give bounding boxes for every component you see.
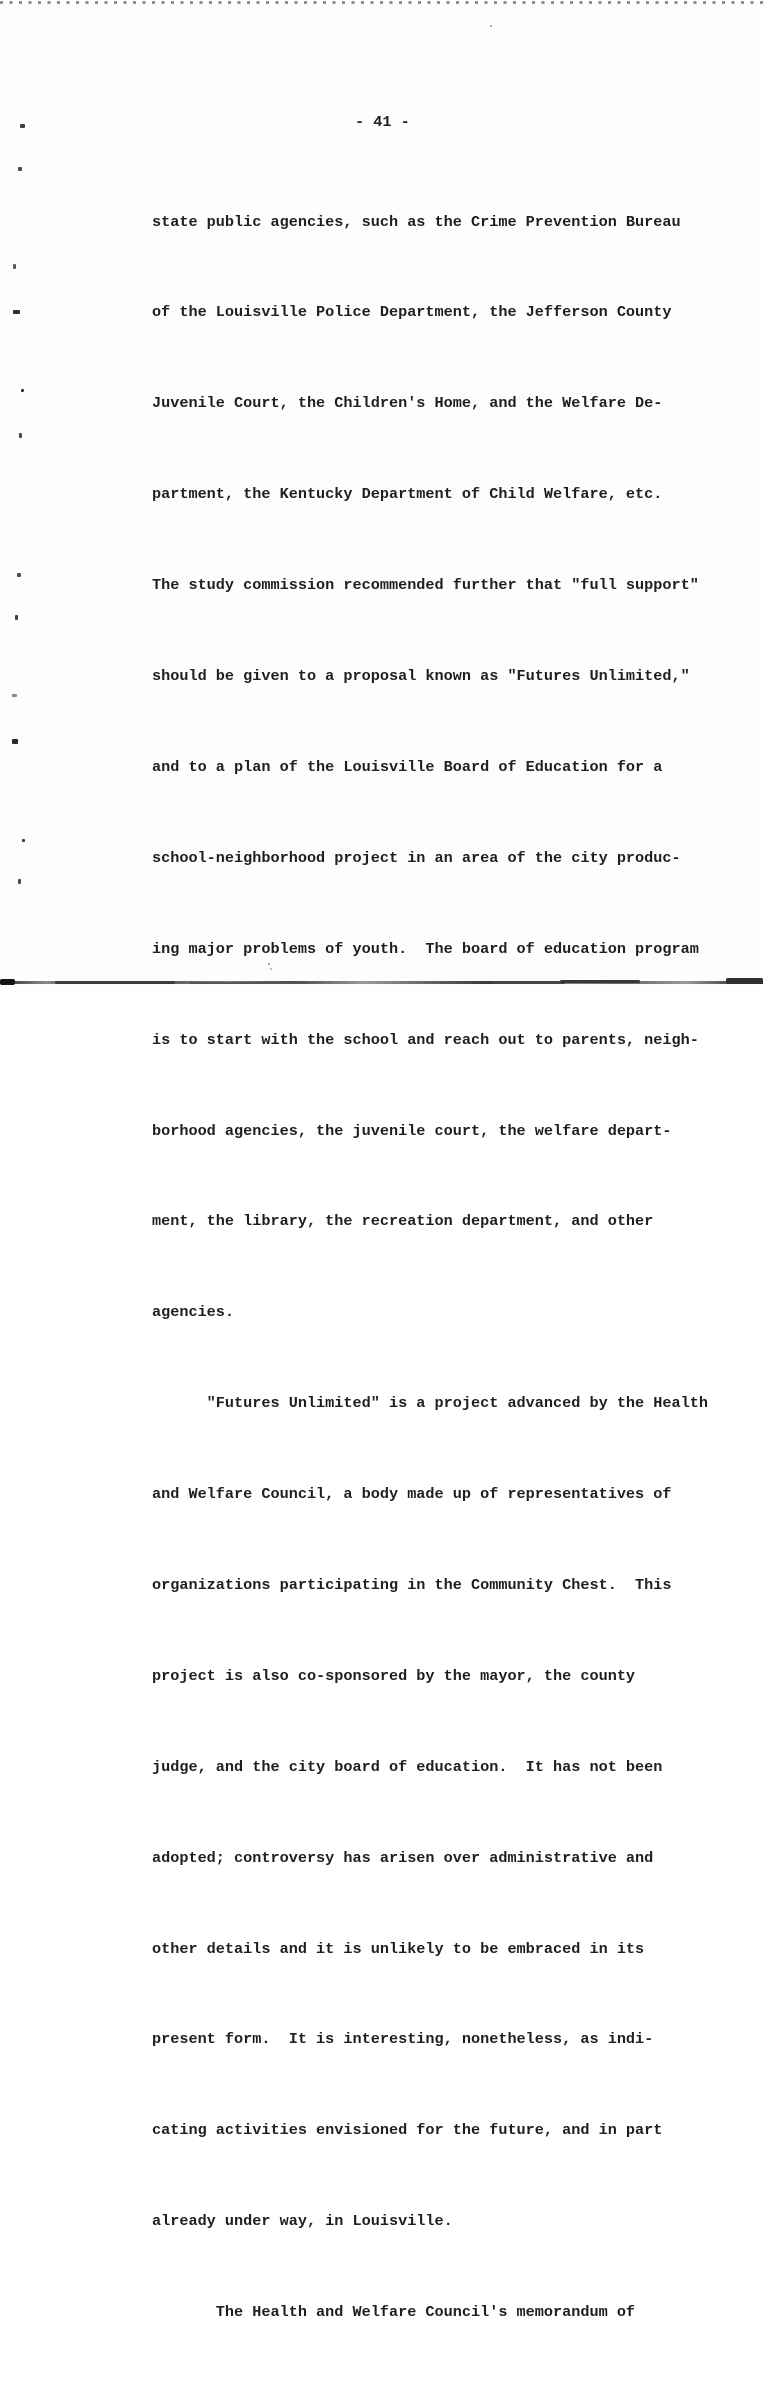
scan-speck [490, 25, 492, 27]
scan-speck [13, 310, 20, 314]
text-line: and Welfare Council, a body made up of representatives of [152, 1485, 672, 1504]
scan-bottom-segment [55, 981, 175, 984]
text-line: state public agencies, such as the Crime Prevention Bureau [152, 212, 681, 231]
text-line: of the Louisville Police Department, the Jefferson County [152, 303, 672, 322]
scan-speck [18, 879, 21, 884]
scan-speck [21, 389, 24, 392]
text-line: "Futures Unlimited" is a project advanced by the Health [152, 1394, 708, 1413]
text-line: Juvenile Court, the Children's Home, and the Welfare De- [152, 394, 663, 413]
scan-bottom-segment [495, 981, 565, 984]
page-body-text [152, 146, 708, 2388]
text-line: project is also co-sponsored by the mayor, the county [152, 1666, 636, 1685]
text-line: is to start with the school and reach out to parents, neigh- [152, 1030, 699, 1049]
page-number: - 41 - [355, 113, 410, 131]
scan-speck [18, 167, 22, 171]
scan-speck [12, 739, 18, 744]
text-line: partment, the Kentucky Department of Child Welfare, etc. [152, 485, 663, 504]
text-line: borhood agencies, the juvenile court, the welfare depart- [152, 1121, 672, 1140]
text-line: organizations participating in the Community Chest. This [152, 1575, 672, 1594]
scan-speck [270, 968, 272, 970]
text-line: other details and it is unlikely to be embraced in its [152, 1939, 645, 1958]
scan-edge-dotted-line [0, 1, 763, 4]
text-line: agencies. [152, 1303, 235, 1322]
text-line: ing major problems of youth. The board of education program [152, 939, 699, 958]
text-line: adopted; controversy has arisen over administrative and [152, 1848, 654, 1867]
text-line: The Health and Welfare Council's memorandum of [152, 2303, 636, 2322]
text-line: and to a plan of the Louisville Board of Education for a [152, 757, 663, 776]
scan-bottom-segment [190, 982, 305, 984]
scan-speck [12, 694, 17, 697]
scan-speck [15, 615, 18, 620]
scan-speck [13, 264, 16, 269]
text-line: judge, and the city board of education. It has not been [152, 1757, 663, 1776]
scan-bottom-blob-left [0, 979, 15, 985]
text-line: ment, the library, the recreation department, and other [152, 1212, 654, 1231]
scan-bottom-blob-right [726, 978, 763, 984]
scan-speck [20, 124, 25, 128]
scan-speck [268, 963, 270, 965]
text-line: should be given to a proposal known as "Futures Unlimited," [152, 667, 690, 686]
text-line: school-neighborhood project in an area of the city produc- [152, 848, 681, 867]
text-line: cating activities envisioned for the future, and in part [152, 2121, 663, 2140]
scan-bottom-segment [560, 980, 640, 983]
text-line: The study commission recommended further that "full support" [152, 576, 699, 595]
scan-speck [17, 573, 21, 577]
text-line: already under way, in Louisville. [152, 2212, 453, 2231]
scan-speck [19, 433, 22, 438]
text-line: present form. It is interesting, nonetheless, as indi- [152, 2030, 654, 2049]
scan-speck [22, 839, 25, 842]
